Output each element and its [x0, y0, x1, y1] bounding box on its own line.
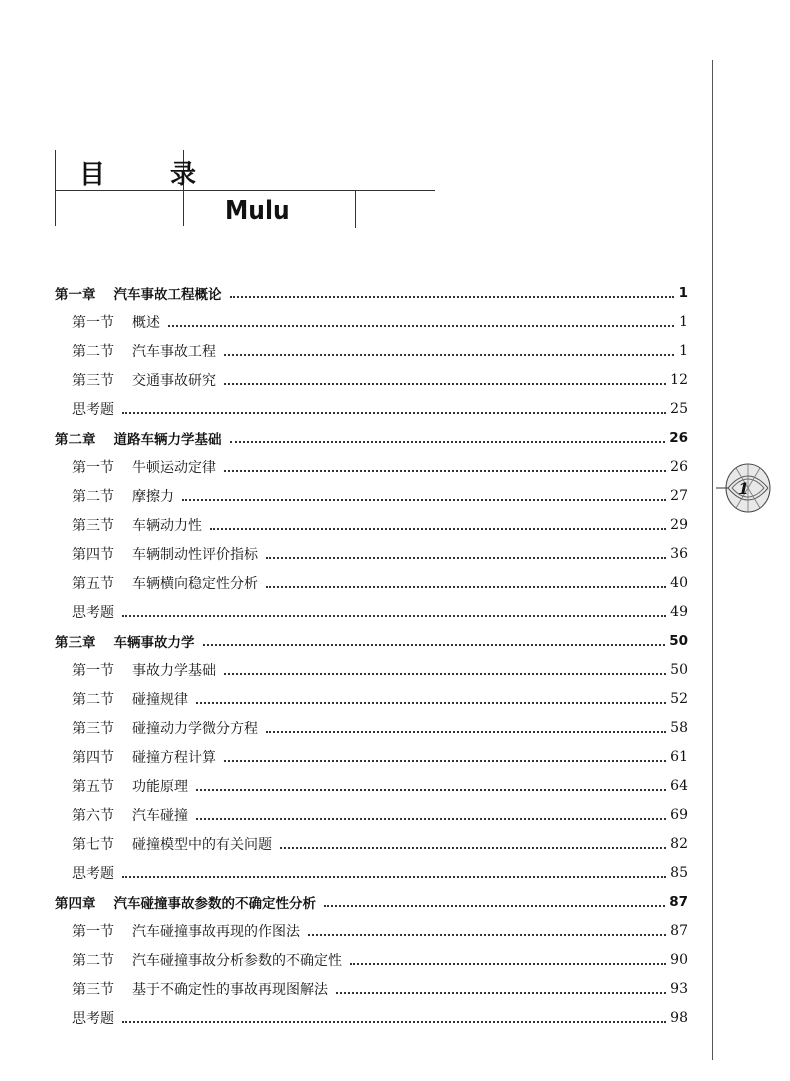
toc-entry-label — [72, 863, 118, 883]
toc-page-number: 90 — [670, 952, 688, 968]
toc-page-number: 50 — [670, 662, 688, 678]
toc-page-number: 64 — [670, 778, 688, 794]
toc-leader-dots — [266, 586, 666, 588]
toc-entry-title: 摩擦力 — [132, 489, 174, 505]
toc-entry-title: 汽车碰撞事故分析参数的不确定性 — [132, 953, 342, 969]
toc-entry-title: 功能原理 — [132, 779, 188, 795]
toc-entry-title: 思考题 — [72, 605, 114, 621]
toc-chapter-row[interactable] — [55, 282, 688, 304]
toc-entry-label — [72, 718, 262, 738]
toc-page-number: 82 — [670, 836, 688, 852]
toc-entry-title: 思考题 — [72, 1011, 114, 1027]
toc-entry-label — [55, 428, 226, 448]
page-number: 1 — [738, 479, 750, 498]
toc-entry-label — [55, 631, 199, 651]
toc-entry-title: 基于不确定性的事故再现图解法 — [132, 982, 328, 998]
toc-entry-title: 思考题 — [72, 866, 114, 882]
toc-entry-number: 第三节 — [72, 373, 114, 389]
toc-entry-label — [72, 805, 192, 825]
toc-leader-dots — [122, 876, 666, 878]
toc-section-row[interactable] — [72, 746, 688, 768]
toc-section-row[interactable] — [72, 369, 688, 391]
toc-chapter-row[interactable] — [55, 891, 688, 913]
toc-leader-dots — [224, 354, 674, 356]
toc-entry-label — [72, 834, 276, 854]
toc-page-number: 26 — [669, 430, 688, 446]
toc-entry-title: 汽车事故工程 — [132, 344, 216, 360]
toc-entry-title: 思考题 — [72, 402, 114, 418]
toc-page-number: 29 — [670, 517, 688, 533]
toc-entry-number: 第二章 — [55, 432, 96, 448]
toc-page-number: 58 — [670, 720, 688, 736]
toc-section-row[interactable] — [72, 572, 688, 594]
toc-section-row[interactable] — [72, 659, 688, 681]
toc-leader-dots — [336, 992, 666, 994]
toc-section-row[interactable] — [72, 514, 688, 536]
toc-leader-dots — [210, 528, 666, 530]
toc-page-number: 1 — [678, 285, 688, 301]
toc-entry-label — [72, 689, 192, 709]
toc-entry-title: 概述 — [132, 315, 160, 331]
toc-entry-title: 碰撞方程计算 — [132, 750, 216, 766]
toc-page-number: 87 — [669, 894, 688, 910]
toc-section-row[interactable] — [72, 775, 688, 797]
toc-leader-dots — [224, 760, 666, 762]
toc-section-row[interactable] — [72, 949, 688, 971]
toc-entry-number: 第三章 — [55, 635, 96, 651]
toc-page-number: 26 — [670, 459, 688, 475]
toc-entry-label — [72, 602, 118, 622]
toc-leader-dots — [230, 296, 675, 298]
toc-entry-label — [55, 892, 320, 912]
toc-leader-dots — [196, 702, 666, 704]
toc-entry-number: 第一节 — [72, 315, 114, 331]
page-edge-rule — [712, 60, 713, 1060]
toc-entry-label — [72, 486, 178, 506]
toc-leader-dots — [308, 934, 666, 936]
toc-entry-number: 第二节 — [72, 344, 114, 360]
toc-entry-label — [72, 776, 192, 796]
toc-entry-label — [72, 747, 220, 767]
toc-leader-dots — [266, 557, 666, 559]
contents-heading-box — [55, 150, 435, 230]
toc-entry-title: 交通事故研究 — [132, 373, 216, 389]
toc-entry-title: 车辆事故力学 — [113, 635, 195, 651]
toc-leader-dots — [196, 789, 666, 791]
toc-page-number: 98 — [670, 1010, 688, 1026]
toc-section-row[interactable] — [72, 920, 688, 942]
toc-entry-number: 第四节 — [72, 547, 114, 563]
toc-section-row[interactable] — [72, 717, 688, 739]
toc-entry-title: 道路车辆力学基础 — [113, 432, 222, 448]
heading-rule-right — [355, 190, 356, 228]
toc-entry-number: 第一节 — [72, 663, 114, 679]
toc-review-row[interactable] — [72, 1007, 688, 1029]
toc-page-number: 36 — [670, 546, 688, 562]
toc-entry-label — [72, 312, 164, 332]
toc-leader-dots — [230, 441, 666, 443]
toc-entry-number: 第二节 — [72, 692, 114, 708]
toc-entry-label — [72, 921, 304, 941]
toc-leader-dots — [224, 470, 666, 472]
toc-leader-dots — [266, 731, 666, 733]
toc-entry-number: 第一节 — [72, 460, 114, 476]
toc-section-row[interactable] — [72, 456, 688, 478]
toc-entry-label — [72, 1008, 118, 1028]
toc-entry-label — [72, 457, 220, 477]
contents-subtitle: Mulu — [225, 196, 290, 226]
toc-entry-title: 汽车碰撞事故参数的不确定性分析 — [113, 896, 316, 912]
toc-entry-number: 第一章 — [55, 287, 96, 303]
toc-page-number: 50 — [669, 633, 688, 649]
toc-leader-dots — [122, 1021, 666, 1023]
toc-entry-title: 车辆制动性评价指标 — [132, 547, 258, 563]
toc-leader-dots — [224, 673, 666, 675]
toc-entry-label — [72, 950, 346, 970]
toc-review-row[interactable] — [72, 601, 688, 623]
toc-entry-label — [72, 979, 332, 999]
toc-leader-dots — [224, 383, 666, 385]
toc-entry-number: 第三节 — [72, 721, 114, 737]
toc-section-row[interactable] — [72, 978, 688, 1000]
toc-leader-dots — [196, 818, 666, 820]
page-number-tab — [716, 460, 772, 516]
toc-page-number: 27 — [670, 488, 688, 504]
toc-page-number: 25 — [670, 401, 688, 417]
toc-page-number: 87 — [670, 923, 688, 939]
toc-page-number: 1 — [679, 343, 688, 359]
toc-page-number: 49 — [670, 604, 688, 620]
toc-leader-dots — [122, 412, 666, 414]
toc-leader-dots — [203, 644, 666, 646]
toc-entry-label — [72, 399, 118, 419]
toc-entry-number: 第七节 — [72, 837, 114, 853]
toc-leader-dots — [168, 325, 674, 327]
toc-section-row[interactable] — [72, 485, 688, 507]
toc-entry-label — [72, 544, 262, 564]
toc-section-row[interactable] — [72, 311, 688, 333]
toc-entry-number: 第六节 — [72, 808, 114, 824]
toc-page-number: 40 — [670, 575, 688, 591]
toc-leader-dots — [182, 499, 666, 501]
toc-entry-number: 第三节 — [72, 518, 114, 534]
toc-section-row[interactable] — [72, 543, 688, 565]
toc-section-row[interactable] — [72, 340, 688, 362]
toc-page-number: 69 — [670, 807, 688, 823]
toc-entry-title: 汽车事故工程概论 — [113, 287, 222, 303]
toc-entry-title: 牛顿运动定律 — [132, 460, 216, 476]
toc-review-row[interactable] — [72, 862, 688, 884]
toc-page-number: 52 — [670, 691, 688, 707]
toc-entry-label — [72, 660, 220, 680]
toc-entry-title: 汽车碰撞 — [132, 808, 188, 824]
toc-chapter-row[interactable] — [55, 427, 688, 449]
toc-section-row[interactable] — [72, 688, 688, 710]
toc-page-number: 93 — [670, 981, 688, 997]
toc-entry-number: 第四章 — [55, 896, 96, 912]
toc-entry-title: 车辆横向稳定性分析 — [132, 576, 258, 592]
toc-entry-number: 第三节 — [72, 982, 114, 998]
toc-entry-number: 第五节 — [72, 576, 114, 592]
toc-leader-dots — [280, 847, 666, 849]
toc-leader-dots — [324, 905, 665, 907]
toc-section-row[interactable] — [72, 833, 688, 855]
heading-rule-left — [55, 150, 56, 226]
contents-title: 目 录 — [79, 160, 225, 190]
toc-entry-label — [72, 515, 206, 535]
toc-entry-title: 事故力学基础 — [132, 663, 216, 679]
toc-entry-label — [72, 573, 262, 593]
toc-entry-label — [55, 283, 226, 303]
toc-entry-label — [72, 341, 220, 361]
toc-entry-title: 碰撞模型中的有关问题 — [132, 837, 272, 853]
toc-entry-number: 第五节 — [72, 779, 114, 795]
toc-section-row[interactable] — [72, 804, 688, 826]
toc-entry-number: 第二节 — [72, 953, 114, 969]
toc-page-number: 1 — [679, 314, 688, 330]
toc-entry-label — [72, 370, 220, 390]
toc-chapter-row[interactable] — [55, 630, 688, 652]
toc-leader-dots — [350, 963, 666, 965]
toc-leader-dots — [122, 615, 666, 617]
toc-entry-number: 第一节 — [72, 924, 114, 940]
toc-page-number: 12 — [670, 372, 688, 388]
toc-entry-number: 第四节 — [72, 750, 114, 766]
toc-review-row[interactable] — [72, 398, 688, 420]
toc-entry-title: 碰撞规律 — [132, 692, 188, 708]
toc-entry-title: 碰撞动力学微分方程 — [132, 721, 258, 737]
toc-entry-title: 车辆动力性 — [132, 518, 202, 534]
toc-page-number: 61 — [670, 749, 688, 765]
toc-entry-title: 汽车碰撞事故再现的作图法 — [132, 924, 300, 940]
toc-page-number: 85 — [670, 865, 688, 881]
toc-entry-number: 第二节 — [72, 489, 114, 505]
